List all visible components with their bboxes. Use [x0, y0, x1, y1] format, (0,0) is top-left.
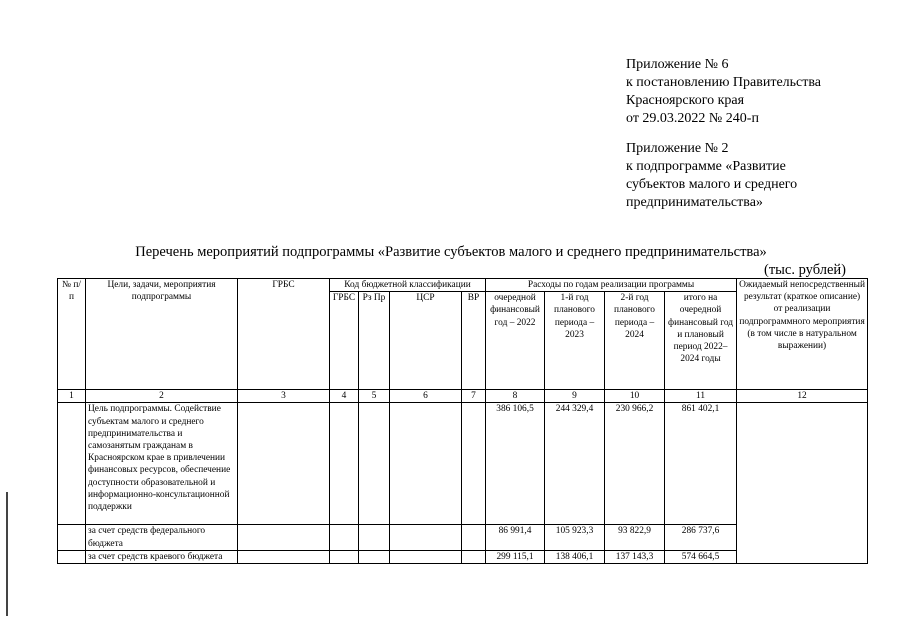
header-code-vr: ВР: [462, 292, 486, 390]
cell-total: 574 664,5: [665, 550, 737, 563]
cell-grbs: [238, 550, 330, 563]
cell-num: [58, 550, 86, 563]
col-number: 11: [665, 390, 737, 403]
cell-goal-text: Цель подпрограммы. Содействие субъектам малого и среднего предпринимательства и самозанятым гражданам в Красноярском крае в привлечении финансовых ресурсов, обеспечение доступности образовательной и информационно-консультационной поддержки: [86, 403, 238, 525]
col-number: 1: [58, 390, 86, 403]
col-number: 12: [737, 390, 868, 403]
cell-goal-text: за счет средств краевого бюджета: [86, 550, 238, 563]
header-exp-total: итого на очередной финансовый год и плановый период 2022–2024 годы: [665, 292, 737, 390]
col-number: 10: [605, 390, 665, 403]
col-number: 3: [238, 390, 330, 403]
cell-2022: 299 115,1: [486, 550, 545, 563]
header-expenses-group: Расходы по годам реализации программы: [486, 279, 737, 292]
appendix-2-block: Приложение № 2 к подпрограмме «Развитие субъектов малого и среднего предпринимательства»: [626, 141, 798, 210]
header-code-rzpr: Рз Пр: [359, 292, 390, 390]
cell-2022: 86 991,4: [486, 525, 545, 550]
cell-result: [737, 403, 868, 564]
cell-code-rzpr: [359, 403, 390, 525]
header-goals: Цели, задачи, мероприятия подпрограммы: [86, 279, 238, 390]
cell-code-grbs: [330, 403, 359, 525]
cell-2023: 138 406,1: [545, 550, 605, 563]
cell-code-vr: [462, 550, 486, 563]
appendix-6-block: Приложение № 6 к постановлению Правительства Красноярского края от 29.03.2022 № 240-п: [626, 57, 822, 126]
cell-code-grbs: [330, 550, 359, 563]
header-grbs: ГРБС: [238, 279, 330, 390]
header-code-csr: ЦСР: [390, 292, 462, 390]
cell-code-csr: [390, 403, 462, 525]
cell-grbs: [238, 403, 330, 525]
cell-num: [58, 403, 86, 525]
scan-edge-line: [6, 492, 8, 616]
cell-code-rzpr: [359, 550, 390, 563]
table-row-goal: [58, 403, 868, 525]
header-exp-2024: 2-й год планового периода – 2024: [605, 292, 665, 390]
cell-total: 286 737,6: [665, 525, 737, 550]
cell-code-csr: [390, 550, 462, 563]
cell-num: [58, 525, 86, 550]
cell-2022: 386 106,5: [486, 403, 545, 525]
col-number: 8: [486, 390, 545, 403]
col-number: 5: [359, 390, 390, 403]
cell-total: 861 402,1: [665, 403, 737, 525]
cell-2024: 93 822,9: [605, 525, 665, 550]
col-number: 9: [545, 390, 605, 403]
cell-code-csr: [390, 525, 462, 550]
document-title: Перечень мероприятий подпрограммы «Развитие субъектов малого и среднего предпринимательства»: [135, 244, 767, 260]
cell-grbs: [238, 525, 330, 550]
cell-2023: 244 329,4: [545, 403, 605, 525]
measures-table: [57, 278, 868, 564]
units-label: (тыс. рублей): [764, 262, 846, 278]
cell-2024: 137 143,3: [605, 550, 665, 563]
cell-code-grbs: [330, 525, 359, 550]
header-exp-2022: очередной финансовый год – 2022: [486, 292, 545, 390]
col-number: 4: [330, 390, 359, 403]
header-code-group: Код бюджетной классификации: [330, 279, 486, 292]
col-number: 7: [462, 390, 486, 403]
header-exp-2023: 1-й год планового периода – 2023: [545, 292, 605, 390]
header-num: № п/п: [58, 279, 86, 390]
header-code-grbs: ГРБС: [330, 292, 359, 390]
col-number: 2: [86, 390, 238, 403]
cell-2023: 105 923,3: [545, 525, 605, 550]
cell-2024: 230 966,2: [605, 403, 665, 525]
col-number: 6: [390, 390, 462, 403]
cell-goal-text: за счет средств федерального бюджета: [86, 525, 238, 550]
cell-code-vr: [462, 525, 486, 550]
header-result: Ожидаемый непосредственный результат (краткое описание) от реализации подпрограммного мероприятия (в том числе в натуральном выражении): [737, 279, 868, 390]
cell-code-vr: [462, 403, 486, 525]
column-number-row: [58, 390, 868, 403]
cell-code-rzpr: [359, 525, 390, 550]
